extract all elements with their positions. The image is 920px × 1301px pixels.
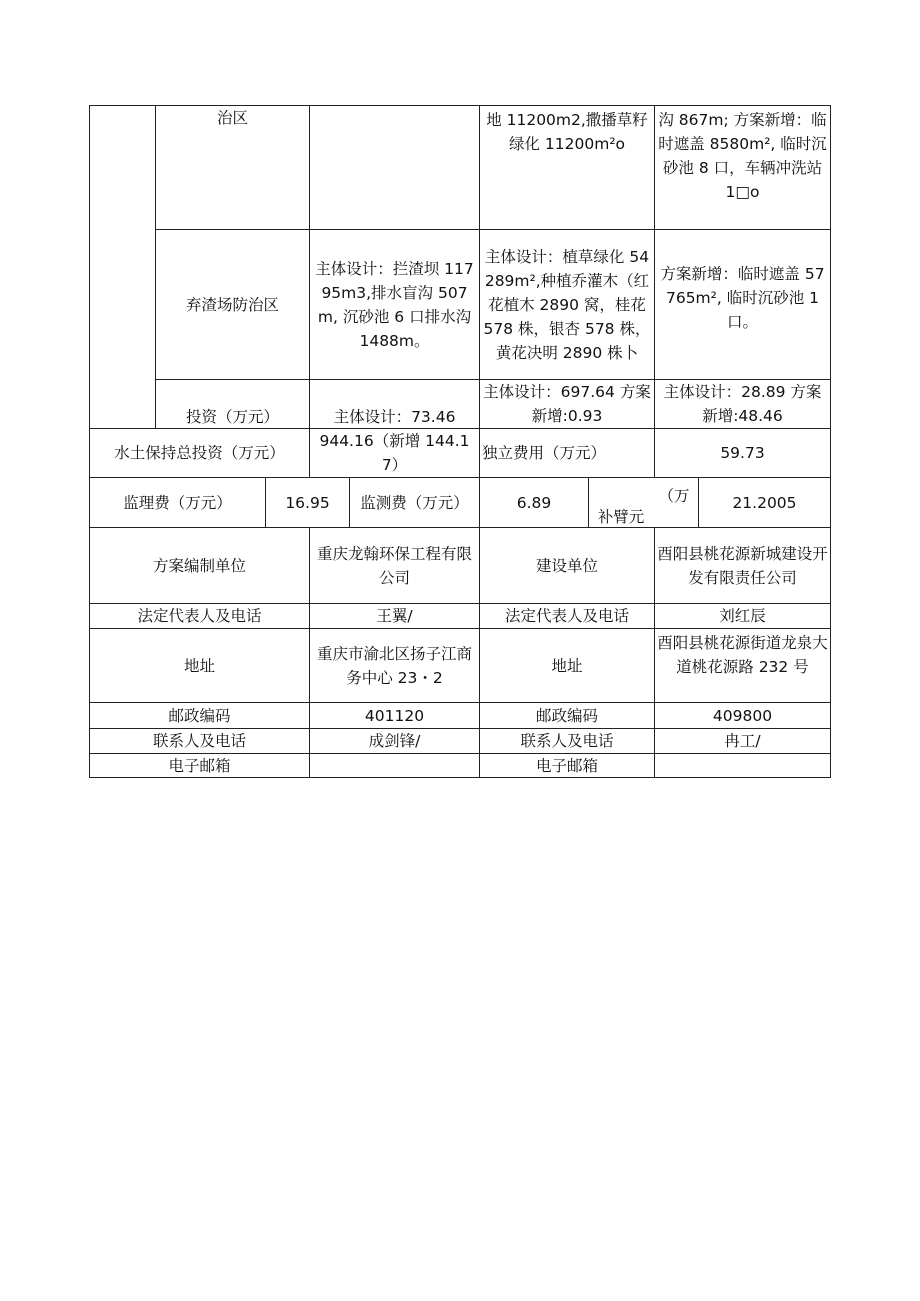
independent-cost-label: 独立费用（万元）: [482, 444, 607, 462]
address-label-1: 地址: [183, 656, 215, 675]
legal-rep-label-2: 法定代表人及电话: [504, 607, 629, 625]
legal-rep-value-1: 王翼/: [376, 607, 413, 625]
supervision-fee-label: 监理费（万元）: [123, 493, 232, 512]
contact-label-1: 联系人及电话: [152, 732, 246, 750]
build-unit-label: 建设单位: [535, 556, 598, 575]
supervision-fee-value: 16.95: [285, 493, 330, 512]
email-label-1: 电子邮箱: [168, 756, 231, 775]
address-value-1: 重庆市渝北区扬子江商务中心 23・2: [316, 644, 472, 687]
address-label-2: 地址: [551, 656, 583, 675]
monitoring-fee-value: 6.89: [516, 493, 552, 512]
touzi-plant: 主体设计：697.64 方案新增:0.93: [483, 383, 651, 425]
compensation-fee-label-top: （万: [658, 487, 690, 505]
email-value-2: [655, 754, 830, 777]
total-investment-label: 水土保持总投资（万元）: [114, 444, 285, 462]
postcode-label-1: 邮政编码: [168, 706, 231, 725]
compensation-fee-value: 21.2005: [732, 493, 797, 512]
qizha-plant-measures: 主体设计：植草绿化 54289m²,种植乔灌木（红花植木 2890 窝，桂花 578 株，银杏 578 株，黄花决明 2890 株卜: [483, 247, 651, 362]
total-investment-value: 944.16（新增 144.17）: [319, 432, 470, 474]
compensation-fee-label-bottom: 补臂元: [597, 508, 645, 526]
qizha-engineering-measures: 主体设计：拦渣坝 11795m3,排水盲沟 507m, 沉砂池 6 口排水沟 1488m。: [315, 259, 474, 350]
build-unit-value: 酉阳县桃花源新城建设开发有限责任公司: [657, 544, 828, 587]
email-value-1: [310, 754, 479, 777]
contact-label-2: 联系人及电话: [520, 732, 614, 750]
legal-rep-value-2: 刘红辰: [719, 607, 766, 625]
postcode-label-2: 邮政编码: [535, 706, 598, 725]
qizha-temp-measures: 方案新增：临时遮盖 57765m², 临时沉砂池 1 口。: [660, 265, 825, 331]
independent-cost-value: 59.73: [720, 444, 765, 462]
plan-unit-label: 方案编制单位: [152, 556, 246, 575]
address-value-2: 酉阳县桃花源街道龙泉大道桃花源路 232 号: [657, 634, 828, 676]
rule: [89, 777, 831, 778]
touzi-temp: 主体设计：28.89 方案新增:48.46: [663, 383, 822, 425]
plan-unit-value: 重庆龙翰环保工程有限公司: [316, 544, 472, 587]
contact-value-1: 成剑锋/: [368, 732, 421, 750]
postcode-value-2: 409800: [712, 706, 773, 725]
rule: [830, 105, 831, 778]
zhiqu-label: 治区: [216, 109, 248, 127]
zhiqu-plant-measures: 地 11200m2,撒播草籽绿化 11200m²o: [486, 111, 648, 153]
monitoring-fee-label: 监测费（万元）: [360, 493, 469, 512]
legal-rep-label-1: 法定代表人及电话: [137, 607, 262, 625]
zhiqu-temp-measures: 沟 867m; 方案新增：临时遮盖 8580m², 临时沉砂池 8 口，车辆冲洗站 1□o: [658, 111, 827, 201]
qizha-label: 弃渣场防治区: [185, 295, 279, 314]
touzi-engineering: 主体设计：73.46: [333, 407, 456, 426]
contact-value-2: 冉工/: [724, 732, 761, 750]
touzi-label: 投资（万元）: [185, 407, 279, 426]
email-label-2: 电子邮箱: [535, 756, 598, 775]
postcode-value-1: 401120: [364, 706, 425, 725]
